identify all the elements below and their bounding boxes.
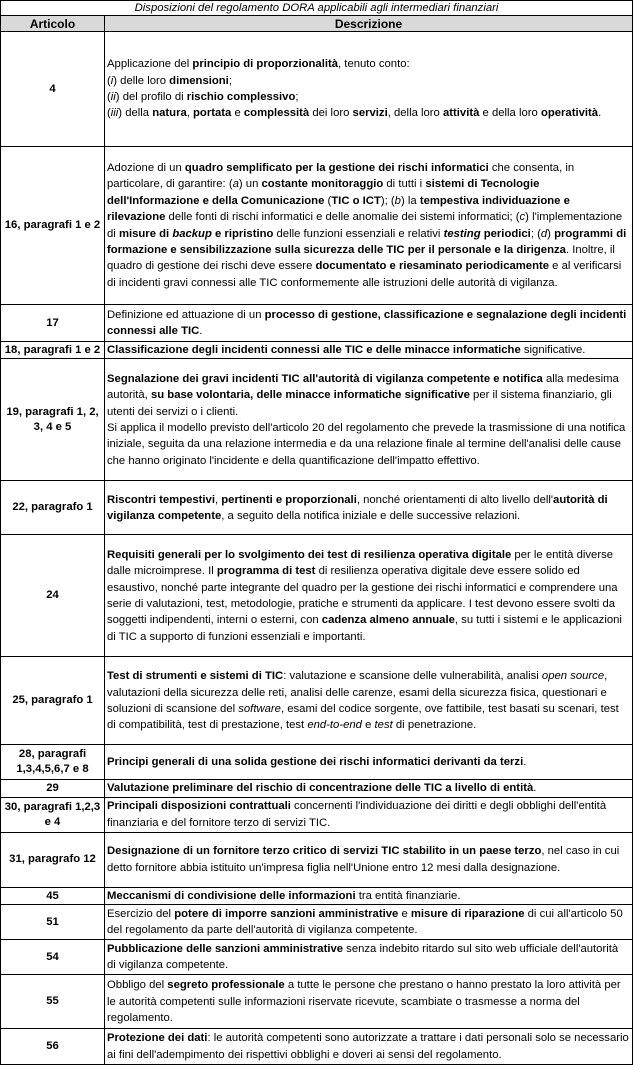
bold-text: Principi generali di una solida gestione dei rischi informatici derivanti da terzi — [107, 756, 524, 769]
text-segment: di tutti i — [383, 178, 426, 191]
cell-articolo: 24 — [1, 535, 105, 657]
text-segment: ) della — [118, 107, 153, 120]
text-segment: e — [398, 907, 411, 920]
bold-text: Protezione dei dati — [107, 1032, 208, 1045]
text-segment: . Inoltre, il quadro di gestione dei rischi deve essere — [107, 243, 615, 273]
cell-descrizione — [105, 657, 633, 745]
text-segment: a tutte le persone che prestano o hanno prestato la loro attività per le autorità competenti sulle informazioni riservate ricevute, scambiate o trasmesse a norma del regolamento. — [107, 979, 621, 1024]
text-segment: ) un — [238, 178, 262, 191]
bold-text: processo di gestione, classificazione e segnalazione degli incidenti connessi alle TIC — [107, 308, 627, 337]
bold-text: dimensioni — [169, 74, 229, 87]
text-segment: per le entità diverse dalle microimprese. Il — [107, 548, 614, 578]
table-title-row — [1, 1, 633, 16]
bold-text: portata — [193, 107, 232, 120]
cell-articolo: 22, paragrafo 1 — [1, 481, 105, 535]
table-row — [1, 832, 633, 887]
text-segment: dei loro — [309, 107, 353, 120]
text-segment: di cui all'articolo 50 del regolamento da parte dell'autorità di vigilanza competente. — [107, 907, 623, 937]
italic-text: b — [394, 194, 401, 207]
bold-text: sistemi di Tecnologie dell'Informazione e della Comunicazione — [107, 178, 540, 207]
text-segment: : le autorità competenti sono autorizzate a trattare i dati personali solo se necessario ai fini dell'adempimento dei rispettivi obblighi e doveri ai sensi del regolamento. — [107, 1032, 629, 1061]
cell-articolo: 4 — [1, 32, 105, 147]
cell-descrizione — [105, 342, 633, 359]
text-segment: ) delle loro — [113, 74, 170, 87]
italic-text: test — [374, 719, 393, 732]
bold-text: programma di test — [216, 565, 316, 578]
cell-articolo: 54 — [1, 940, 105, 975]
cell-articolo: 16, paragrafi 1 e 2 — [1, 147, 105, 305]
text-segment: Obbligo del — [107, 979, 168, 992]
text-segment: : valutazione e scansione delle vulnerabilità, analisi — [283, 670, 542, 683]
bold-text: Riscontri tempestivi — [107, 493, 215, 506]
bold-text: Pubblicazione delle sanzioni amministrative — [107, 942, 344, 955]
table-row — [1, 657, 633, 745]
bold-text: attività — [442, 107, 480, 120]
italic-text: iii — [110, 107, 119, 120]
cell-descrizione — [105, 305, 633, 342]
header-descrizione: Descrizione — [105, 16, 633, 32]
bold-text: misure di riparazione — [410, 907, 525, 920]
text-segment: ) — [547, 227, 555, 240]
table-row — [1, 940, 633, 975]
cell-articolo: 17 — [1, 305, 105, 342]
bold-text: quadro semplificato per la gestione dei rischi informatici — [184, 161, 489, 174]
table-row — [1, 481, 633, 535]
cell-articolo: 29 — [1, 780, 105, 797]
bold-text: Valutazione preliminare del rischio di concentrazione delle TIC a livello di entità — [107, 782, 534, 795]
table-row — [1, 359, 633, 481]
table-row — [1, 535, 633, 657]
bold-text: Test di strumenti e sistemi di TIC — [107, 670, 284, 683]
table-header-row — [1, 16, 633, 32]
cell-descrizione — [105, 147, 633, 305]
bold-text: natura — [152, 107, 187, 120]
italic-text: d — [540, 227, 548, 240]
bold-text: backup — [172, 227, 212, 240]
cell-articolo: 18, paragrafi 1 e 2 — [1, 342, 105, 359]
table-row — [1, 975, 633, 1029]
bold-text: autorità di vigilanza competente — [107, 493, 608, 522]
italic-text: software — [238, 702, 281, 715]
table-row — [1, 780, 633, 797]
table-row — [1, 305, 633, 342]
bold-text: cadenza almeno annuale — [321, 614, 455, 627]
italic-text: i — [110, 74, 114, 87]
bold-text: Principali disposizioni contrattuali — [107, 800, 291, 813]
cell-descrizione — [105, 745, 633, 780]
table-title: Disposizioni del regolamento DORA applicabili agli intermediari finanziari — [1, 1, 633, 16]
text-segment: , nel caso in cui detto fornitore abbia istituito un'impresa figlia nell'Unione entro 12 mesi dalla designazione. — [107, 845, 620, 874]
text-segment: e — [361, 719, 375, 732]
text-segment: delle fonti di rischi informatici e delle anomalie dei sistemi informatici; ( — [165, 211, 520, 224]
text-segment: , esami del codice sorgente, ove fattibile, test basati su scenari, test di compatibilità, test di prestazione, test — [107, 702, 619, 732]
text-segment: ) l'implementazione di — [107, 211, 623, 240]
text-segment: e della loro — [479, 107, 541, 120]
text-segment: che consenta, in particolare, di garantire: ( — [107, 161, 575, 191]
cell-articolo: 56 — [1, 1029, 105, 1065]
text-segment: , valutazioni della sicurezza delle reti, analisi delle carenze, esami della sicurezza fisica, questionari e soluzioni di scansione del — [107, 670, 608, 715]
text-segment: ; ( — [530, 227, 541, 240]
bold-text: periodici — [480, 227, 531, 240]
text-segment: . — [598, 107, 602, 120]
header-articolo: Articolo — [1, 16, 105, 32]
text-segment: ( — [107, 74, 111, 87]
cell-articolo: 31, paragrafo 12 — [1, 832, 105, 887]
bold-text: segreto professionale — [167, 979, 285, 992]
text-segment: Definizione ed attuazione di un — [107, 308, 265, 321]
bold-text: su base volontaria, delle minacce informatiche significative — [150, 389, 470, 402]
italic-text: a — [232, 178, 239, 191]
table-row — [1, 745, 633, 780]
text-segment: significative. — [520, 344, 586, 356]
text-segment: . — [199, 325, 203, 337]
bold-text: rischio complessivo — [186, 91, 296, 103]
text-segment: Si applica il modello previsto dell'articolo 20 del regolamento che prevede la trasmissione di una notifica iniziale, seguita da una relazione intermedia e da una relazione finale al termine dell'analisi delle cause che hanno originato l'incidente e della quantificazione dell'impatto effettivo. — [107, 421, 626, 467]
text-segment: per il sistema finanziario, gli utenti dei servizi o i clienti. — [107, 389, 612, 418]
bold-text: Designazione di un fornitore terzo critico di servizi TIC stabilito in un paese terzo — [107, 845, 542, 858]
bold-text: Classificazione degli incidenti connessi alle TIC e delle minacce informatiche — [107, 344, 521, 356]
text-segment: ); ( — [380, 194, 395, 207]
cell-descrizione — [105, 832, 633, 887]
text-segment: ( — [107, 91, 111, 103]
text-segment: ( — [107, 107, 111, 120]
text-segment: , tenuto conto: — [338, 58, 410, 71]
text-segment: senza indebito ritardo sul sito web ufficiale dell'autorità di vigilanza competente. — [107, 942, 619, 972]
text-segment: , della loro — [387, 107, 443, 120]
text-segment: , nonché orientamenti di alto livello dell' — [356, 493, 554, 506]
italic-text: c — [519, 211, 526, 224]
cell-descrizione — [105, 887, 633, 904]
bold-text: Requisiti generali per lo svolgimento dei test di resilienza operativa digitale — [107, 548, 512, 561]
text-segment: Applicazione del — [107, 58, 193, 71]
cell-descrizione — [105, 535, 633, 657]
bold-text: tempestiva individuazione e rilevazione — [107, 194, 570, 224]
table-row — [1, 797, 633, 832]
bold-text: TIC o ICT — [331, 194, 381, 207]
text-segment: ; — [228, 74, 232, 87]
cell-descrizione — [105, 940, 633, 975]
cell-descrizione — [105, 797, 633, 832]
table-body — [1, 32, 633, 1065]
italic-text: end-to-end — [307, 719, 362, 732]
text-segment: , a seguito della notifica iniziale e delle successive relazioni. — [221, 509, 521, 522]
text-segment: di penetrazione. — [392, 719, 477, 732]
text-segment: . — [533, 782, 537, 795]
table-row — [1, 1029, 633, 1065]
text-segment: concernenti l'individuazione dei diritti e degli obblighi dell'entità finanziaria e del fornitore terzo di servizi TIC. — [107, 800, 607, 829]
text-segment: ) del profilo di — [115, 91, 187, 103]
table-row — [1, 342, 633, 359]
bold-text: testing — [443, 227, 481, 240]
cell-descrizione — [105, 975, 633, 1029]
cell-articolo: 45 — [1, 887, 105, 904]
bold-text: potere di imporre sanzioni amministrative — [174, 907, 399, 920]
cell-articolo: 55 — [1, 975, 105, 1029]
text-segment: . — [523, 756, 527, 769]
bold-text: Meccanismi di condivisione delle informazioni — [107, 889, 356, 902]
text-segment: e — [231, 107, 244, 120]
bold-text: complessità — [243, 107, 310, 120]
cell-descrizione — [105, 1029, 633, 1065]
text-segment: ) la — [400, 194, 420, 207]
bold-text: costante monitoraggio — [261, 178, 384, 191]
text-segment: , — [214, 493, 222, 506]
bold-text: pertinenti e proporzionali — [221, 493, 357, 506]
text-segment: delle funzioni essenziali e relativi — [273, 227, 444, 240]
bold-text: misure di — [118, 227, 173, 240]
cell-articolo: 30, paragrafi 1,2,3 e 4 — [1, 797, 105, 832]
bold-text: e ripristino — [211, 227, 274, 240]
text-segment: , — [186, 107, 194, 120]
cell-articolo: 51 — [1, 905, 105, 940]
cell-descrizione — [105, 780, 633, 797]
bold-text: principio di proporzionalità — [192, 58, 339, 71]
bold-text: servizi — [352, 107, 388, 120]
cell-descrizione — [105, 905, 633, 940]
bold-text: documentato e riesaminato periodicamente — [315, 260, 550, 273]
text-segment: alla medesima autorità, — [107, 372, 619, 402]
text-segment: Adozione di un — [107, 161, 185, 174]
text-segment: e al verificarsi di incidenti gravi connessi alle TIC conformemente alle istruzioni delle autorità di vigilanza. — [107, 260, 622, 289]
text-segment: Esercizio del — [107, 907, 175, 920]
cell-articolo: 25, paragrafo 1 — [1, 657, 105, 745]
table-row — [1, 32, 633, 147]
table-row — [1, 887, 633, 904]
cell-descrizione — [105, 481, 633, 535]
cell-descrizione — [105, 359, 633, 481]
cell-articolo: 28, paragrafi 1,3,4,5,6,7 e 8 — [1, 745, 105, 780]
text-segment: ( — [324, 194, 332, 207]
text-segment: , su tutti i sistemi e le applicazioni di TIC a supporto di funzioni essenziali e importanti. — [107, 614, 622, 643]
table-row — [1, 147, 633, 305]
italic-text: ii — [110, 91, 116, 103]
table-row — [1, 905, 633, 940]
bold-text: operatività — [540, 107, 599, 120]
text-segment: ; — [295, 91, 299, 103]
cell-descrizione — [105, 32, 633, 147]
cell-articolo: 19, paragrafi 1, 2, 3, 4 e 5 — [1, 359, 105, 481]
italic-text: open source — [541, 670, 605, 683]
bold-text: programmi di formazione e sensibilizzazione sulla sicurezza delle TIC per il personale e la dirigenza — [107, 227, 627, 256]
text-segment: tra entità finanziarie. — [355, 889, 461, 902]
text-segment: di resilienza operativa digitale deve essere solido ed esaustivo, nonché parte integrante del quadro per la gestione dei rischi informatici e comprendere una serie di valutazioni, test, metodologie, pratiche e strumenti da applicare. I test devono essere svolti da soggetti indipendenti, interni o esterni, con — [107, 565, 618, 627]
bold-text: Segnalazione dei gravi incidenti TIC all'autorità di vigilanza competente e notifica — [107, 372, 543, 385]
